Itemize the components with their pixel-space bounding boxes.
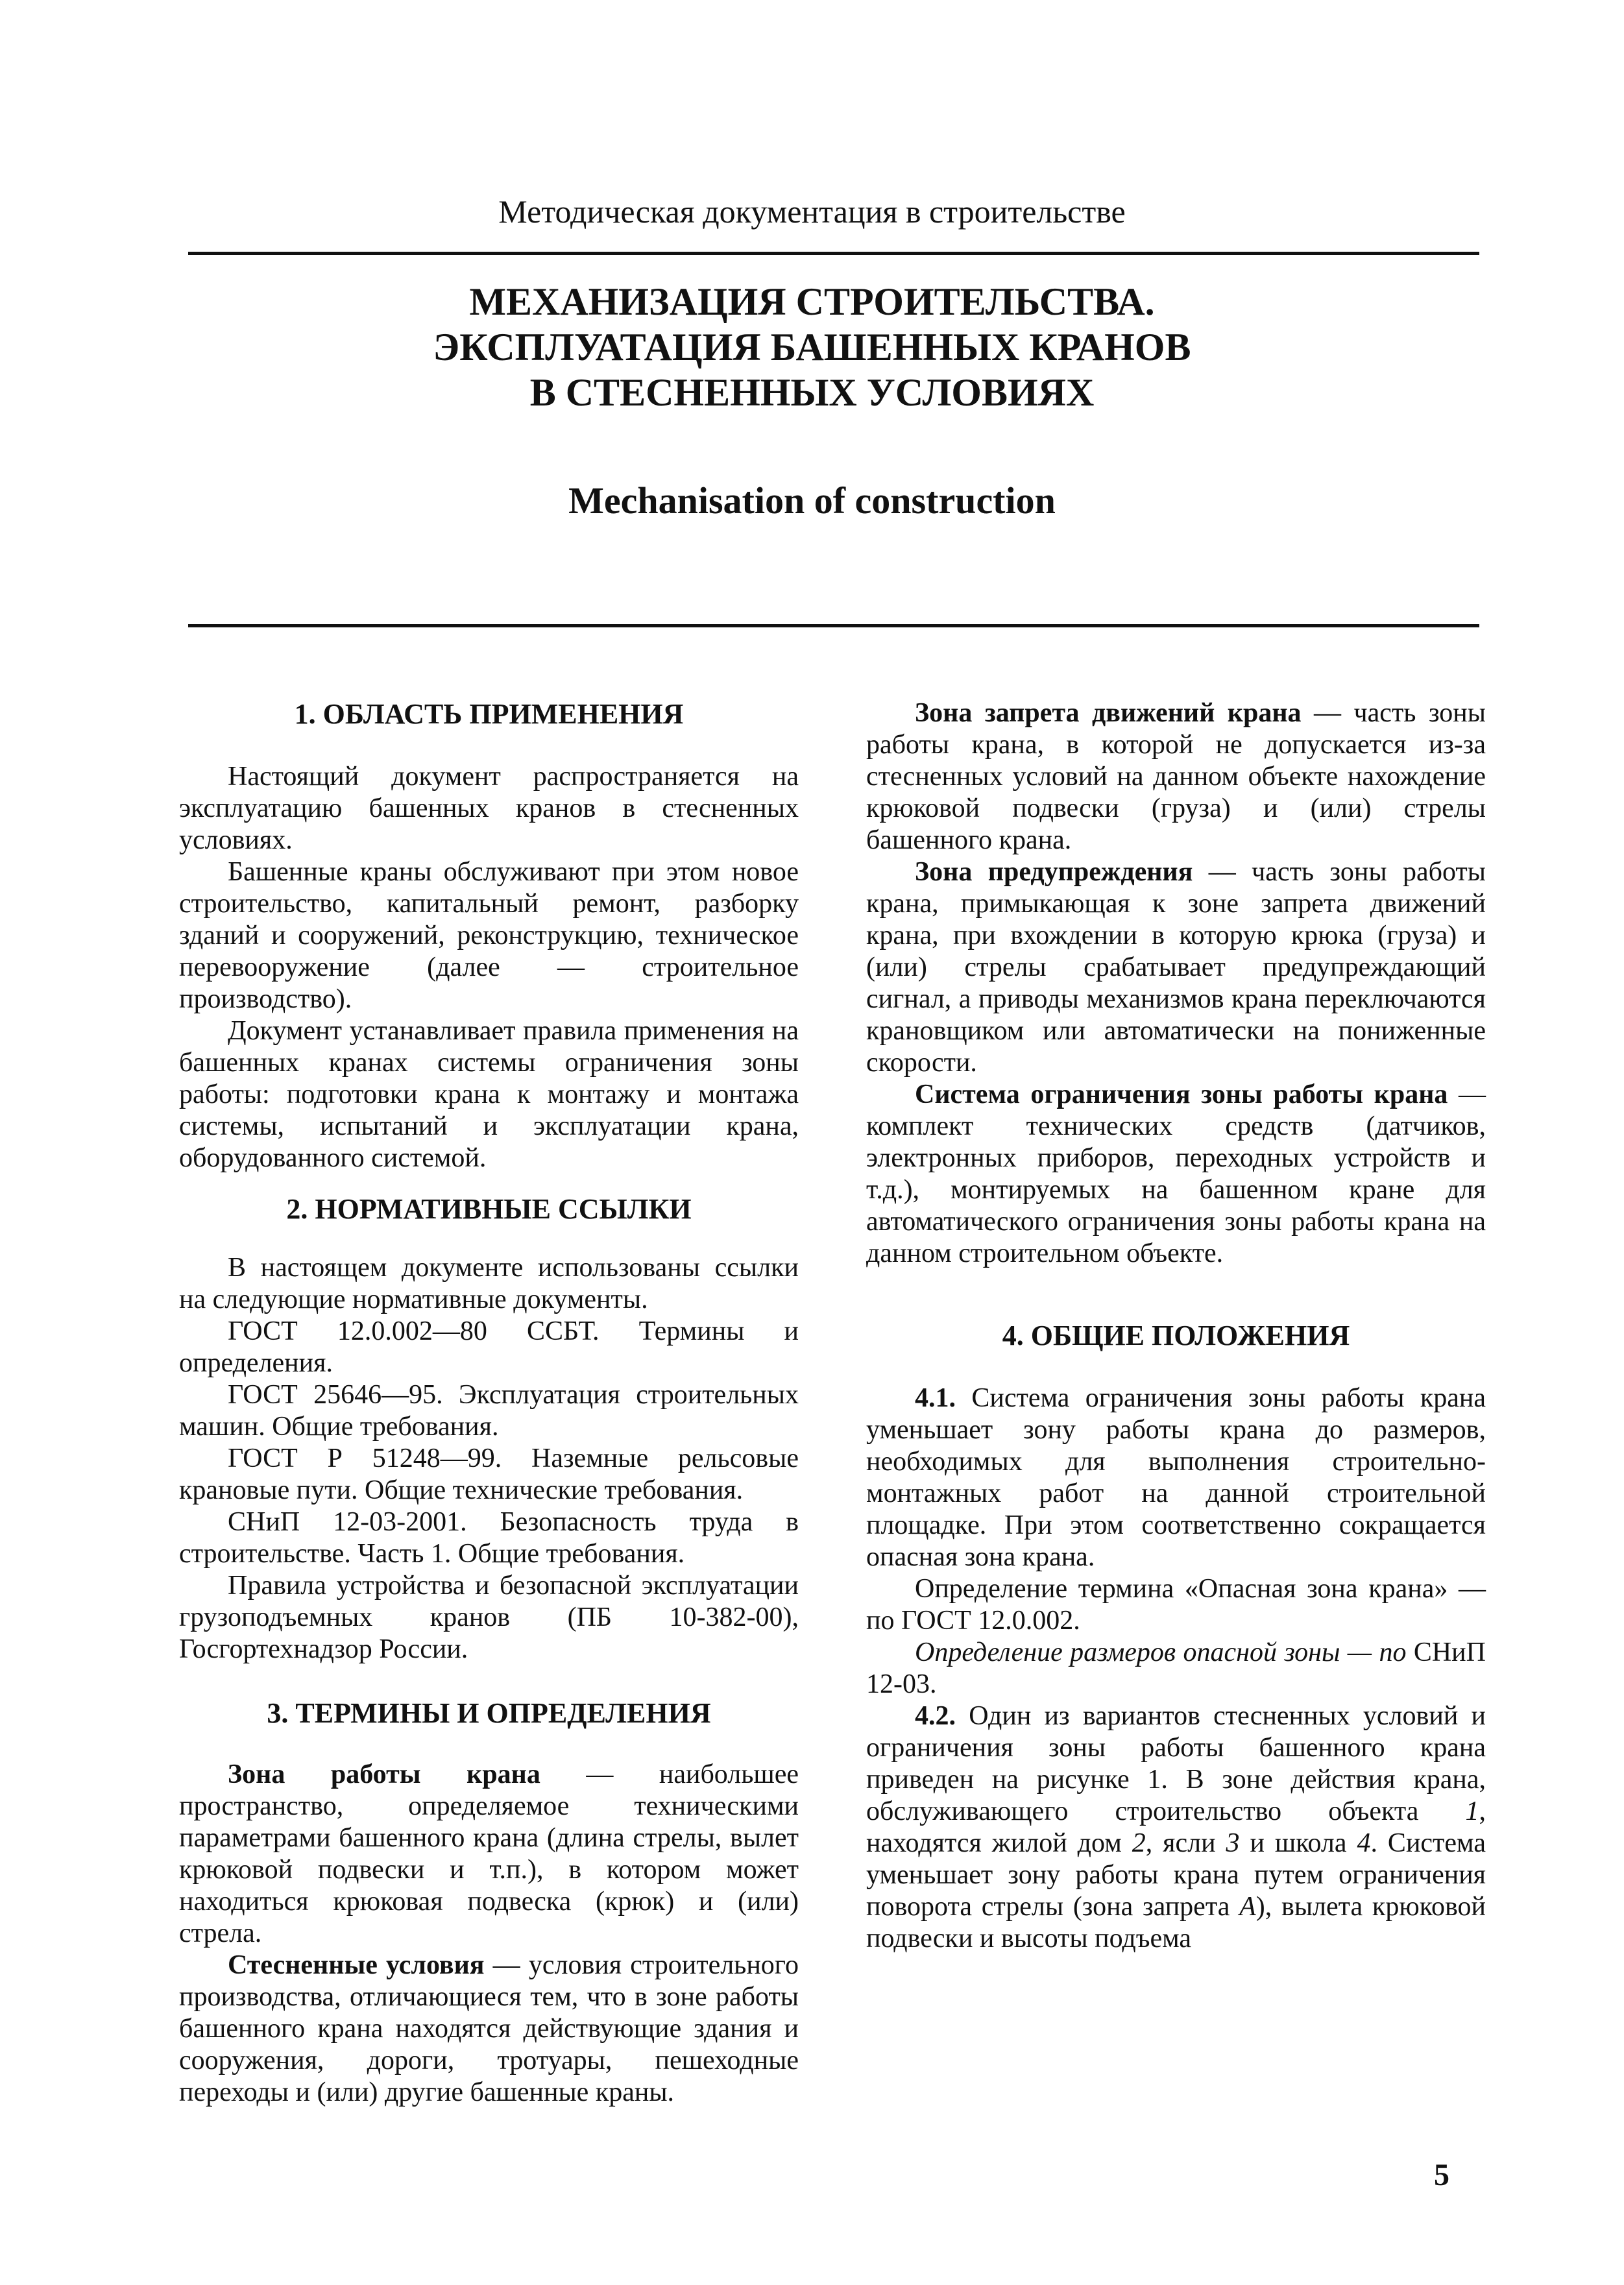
paragraph: Настоящий документ распространяется на эксплуатацию башенных кранов в стесненных условиях. [179,762,799,855]
document-subtitle: Mechanisation of construction [568,479,1056,522]
term-definition [179,1950,799,2109]
reference-item: ГОСТ 25646—95. Эксплуатация строительных машин. Общие требования. [179,1380,799,1442]
clause-text: , ясли [1145,1828,1226,1858]
term: Зона предупреждения [915,857,1193,887]
paragraph: Определение термина «Опасная зона крана» — по ГОСТ 12.0.002. [866,1574,1486,1636]
definition: — часть зоны работы крана, в которой не допускается из-за стесненных условий на данном объекте нахождение крюковой подвески (груза) и (или) стрелы башенного крана. [866,698,1486,855]
document-title [0,279,1624,415]
reference-item: СНиП 12-03-2001. Безопасность труда в строительстве. Часть 1. Общие требования. [179,1507,799,1569]
paragraph [866,1637,1486,1700]
title-line: МЕХАНИЗАЦИЯ СТРОИТЕЛЬСТВА. [469,280,1155,323]
term: Система ограничения зоны работы крана [915,1080,1448,1109]
definition: — часть зоны работы крана, примыкающая к зоне запрета движений крана, при вхождении в которую крюка (груза) и (или) стрелы срабатывает предупреждающий сигнал, а приводы механизмов крана переключаются крановщиком или автоматически на пониженные скорости. [866,857,1486,1078]
paragraph [866,1700,1486,1955]
figure-ref: А [1239,1892,1256,1922]
page-number: 5 [1434,2158,1449,2192]
figure-ref: 1 [1465,1796,1479,1826]
right-column [866,697,1486,1955]
section-heading-terms: 3. ТЕРМИНЫ И ОПРЕДЕЛЕНИЯ [267,1697,711,1729]
term-definition [866,1079,1486,1270]
clause-number: 4.1. [915,1383,956,1413]
term-definition [866,856,1486,1079]
paragraph: Башенные краны обслуживают при этом новое строительство, капитальный ремонт, разборку зданий и сооружений, реконструкцию, техническое перевооружение (далее — строительное производство). [179,857,799,1014]
term-definition [179,1759,799,1950]
running-head: Методическая документация в строительстве [498,193,1126,230]
title-line: В СТЕСНЕННЫХ УСЛОВИЯХ [529,371,1095,414]
header-rule [188,252,1479,255]
clause-text: СНиП 12-03. [866,1638,1486,1699]
clause-text: ), вылета крюковой подвески и высоты подъема [866,1892,1486,1953]
section-heading-general: 4. ОБЩИЕ ПОЛОЖЕНИЯ [1002,1320,1350,1351]
section-heading-scope: 1. ОБЛАСТЬ ПРИМЕНЕНИЯ [294,698,684,730]
clause-text: и школа [1239,1828,1357,1858]
figure-ref: 2 [1132,1828,1146,1858]
section-heading-references: 2. НОРМАТИВНЫЕ ССЫЛКИ [286,1193,692,1225]
clause-text: Система ограничения зоны работы крана уменьшает зону работы крана до размеров, необходимых для выполнения строительно-монтажных работ на данной строительной площадке. При этом соответственно сокращается опасная зона крана. [866,1383,1486,1572]
paragraph: В настоящем документе использованы ссылки на следующие нормативные документы. [179,1253,799,1314]
term: Стесненные условия [228,1950,485,1980]
clause-text: . Система уменьшает зону работы крана путем ограничения поворота стрелы (зона запрета [866,1828,1486,1922]
italic-text: Определение размеров опасной зоны — по [915,1638,1407,1667]
figure-ref: 4 [1357,1828,1371,1858]
reference-item: ГОСТ Р 51248—99. Наземные рельсовые крановые пути. Общие технические требования. [179,1444,799,1505]
title-rule [188,624,1479,627]
left-column [179,697,799,2109]
clause-text: Один из вариантов стесненных условий и ограничения зоны работы башенного крана приведен на рисунке 1. В зоне действия крана, обслуживающего строительство объекта [866,1701,1486,1826]
term: Зона запрета движений крана [915,698,1302,728]
reference-item: Правила устройства и безопасной эксплуатации грузоподъемных кранов (ПБ 10-382-00), Госгортехнадзор России. [179,1571,799,1664]
definition: — наибольшее пространство, определяемое техническими параметрами башенного крана (длина стрелы, вылет крюковой подвески и т.п.), в котором может находиться крюковая подвеска (крюк) и (или) стрела. [179,1759,799,1948]
figure-ref: 3 [1226,1828,1240,1858]
clause-number: 4.2. [915,1701,956,1731]
paragraph [866,1383,1486,1573]
definition: — условия строительного производства, отличающиеся тем, что в зоне работы башенного крана находятся действующие здания и сооружения, дороги, тротуары, пешеходные переходы и (или) другие башенные краны. [179,1950,799,2107]
term-definition [866,697,1486,856]
paragraph: Документ устанавливает правила применения на башенных кранах системы ограничения зоны работы: подготовки крана к монтажу и монтажа системы, испытаний и эксплуатации крана, оборудованного системой. [179,1016,799,1173]
clause-text: , находятся жилой дом [866,1796,1486,1858]
title-line: ЭКСПЛУАТАЦИЯ БАШЕННЫХ КРАНОВ [433,326,1191,369]
reference-item: ГОСТ 12.0.002—80 ССБТ. Термины и определения. [179,1316,799,1378]
term: Зона работы крана [228,1759,540,1789]
definition: — комплект технических средств (датчиков, электронных приборов, переходных устройств и т.д.), монтируемых на башенном кране для автоматического ограничения зоны работы крана на данном строительном объекте. [866,1080,1486,1268]
